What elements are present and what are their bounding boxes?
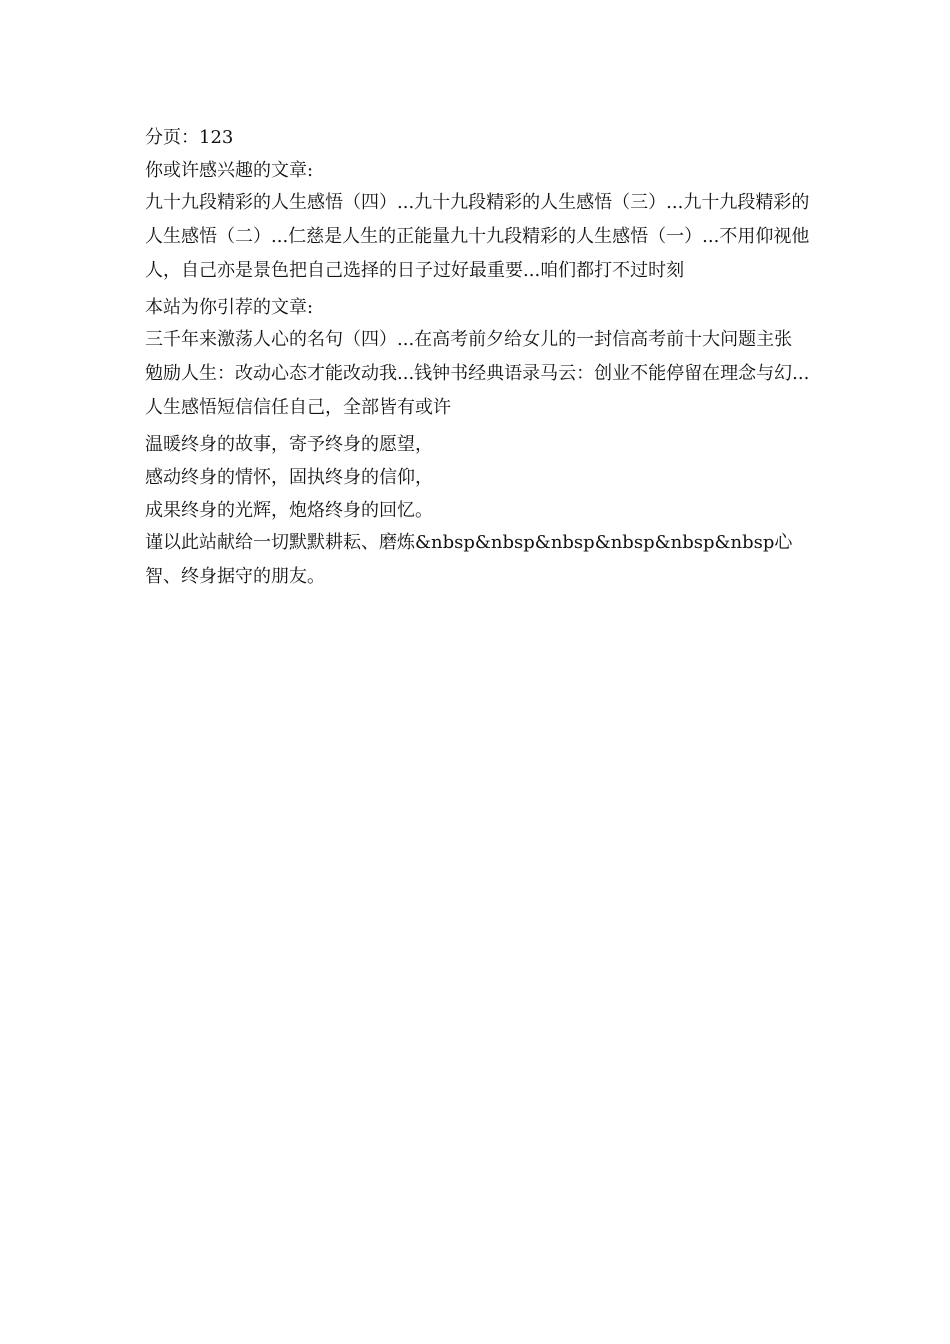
document-page [145,124,810,594]
dedication-line-1: 温暖终身的故事，寄予终身的愿望， [145,434,433,455]
pagination-label: 分页：123 [145,127,234,148]
interest-heading: 你或许感兴趣的文章: [145,160,314,181]
dedication-line-2: 感动终身的情怀，固执终身的信仰， [145,467,433,488]
recommend-article-list[interactable]: 三千年来激荡人心的名句（四）...在高考前夕给女儿的一封信高考前十大问题主张勉励人生：改动心态才能改动我...钱钟书经典语录马云：创业不能停留在理念与幻...人生感悟短信信任自己，全部皆有或许 [145,329,810,418]
interest-article-list[interactable]: 九十九段精彩的人生感悟（四）...九十九段精彩的人生感悟（三）...九十九段精彩的人生感悟（二）...仁慈是人生的正能量九十九段精彩的人生感悟（一）...不用仰视他人，自己亦是景色把自己选择的日子过好最重要...咱们都打不过时刻 [145,192,810,281]
dedication-line-4: 谨以此站献给一切默默耕耘、磨炼&nbsp&nbsp&nbsp&nbsp&nbsp&nbsp心智、终身据守的朋友。 [145,532,793,587]
recommend-heading: 本站为你引荐的文章: [145,297,314,318]
dedication-line-3: 成果终身的光辉，炮烙终身的回忆。 [145,500,433,521]
